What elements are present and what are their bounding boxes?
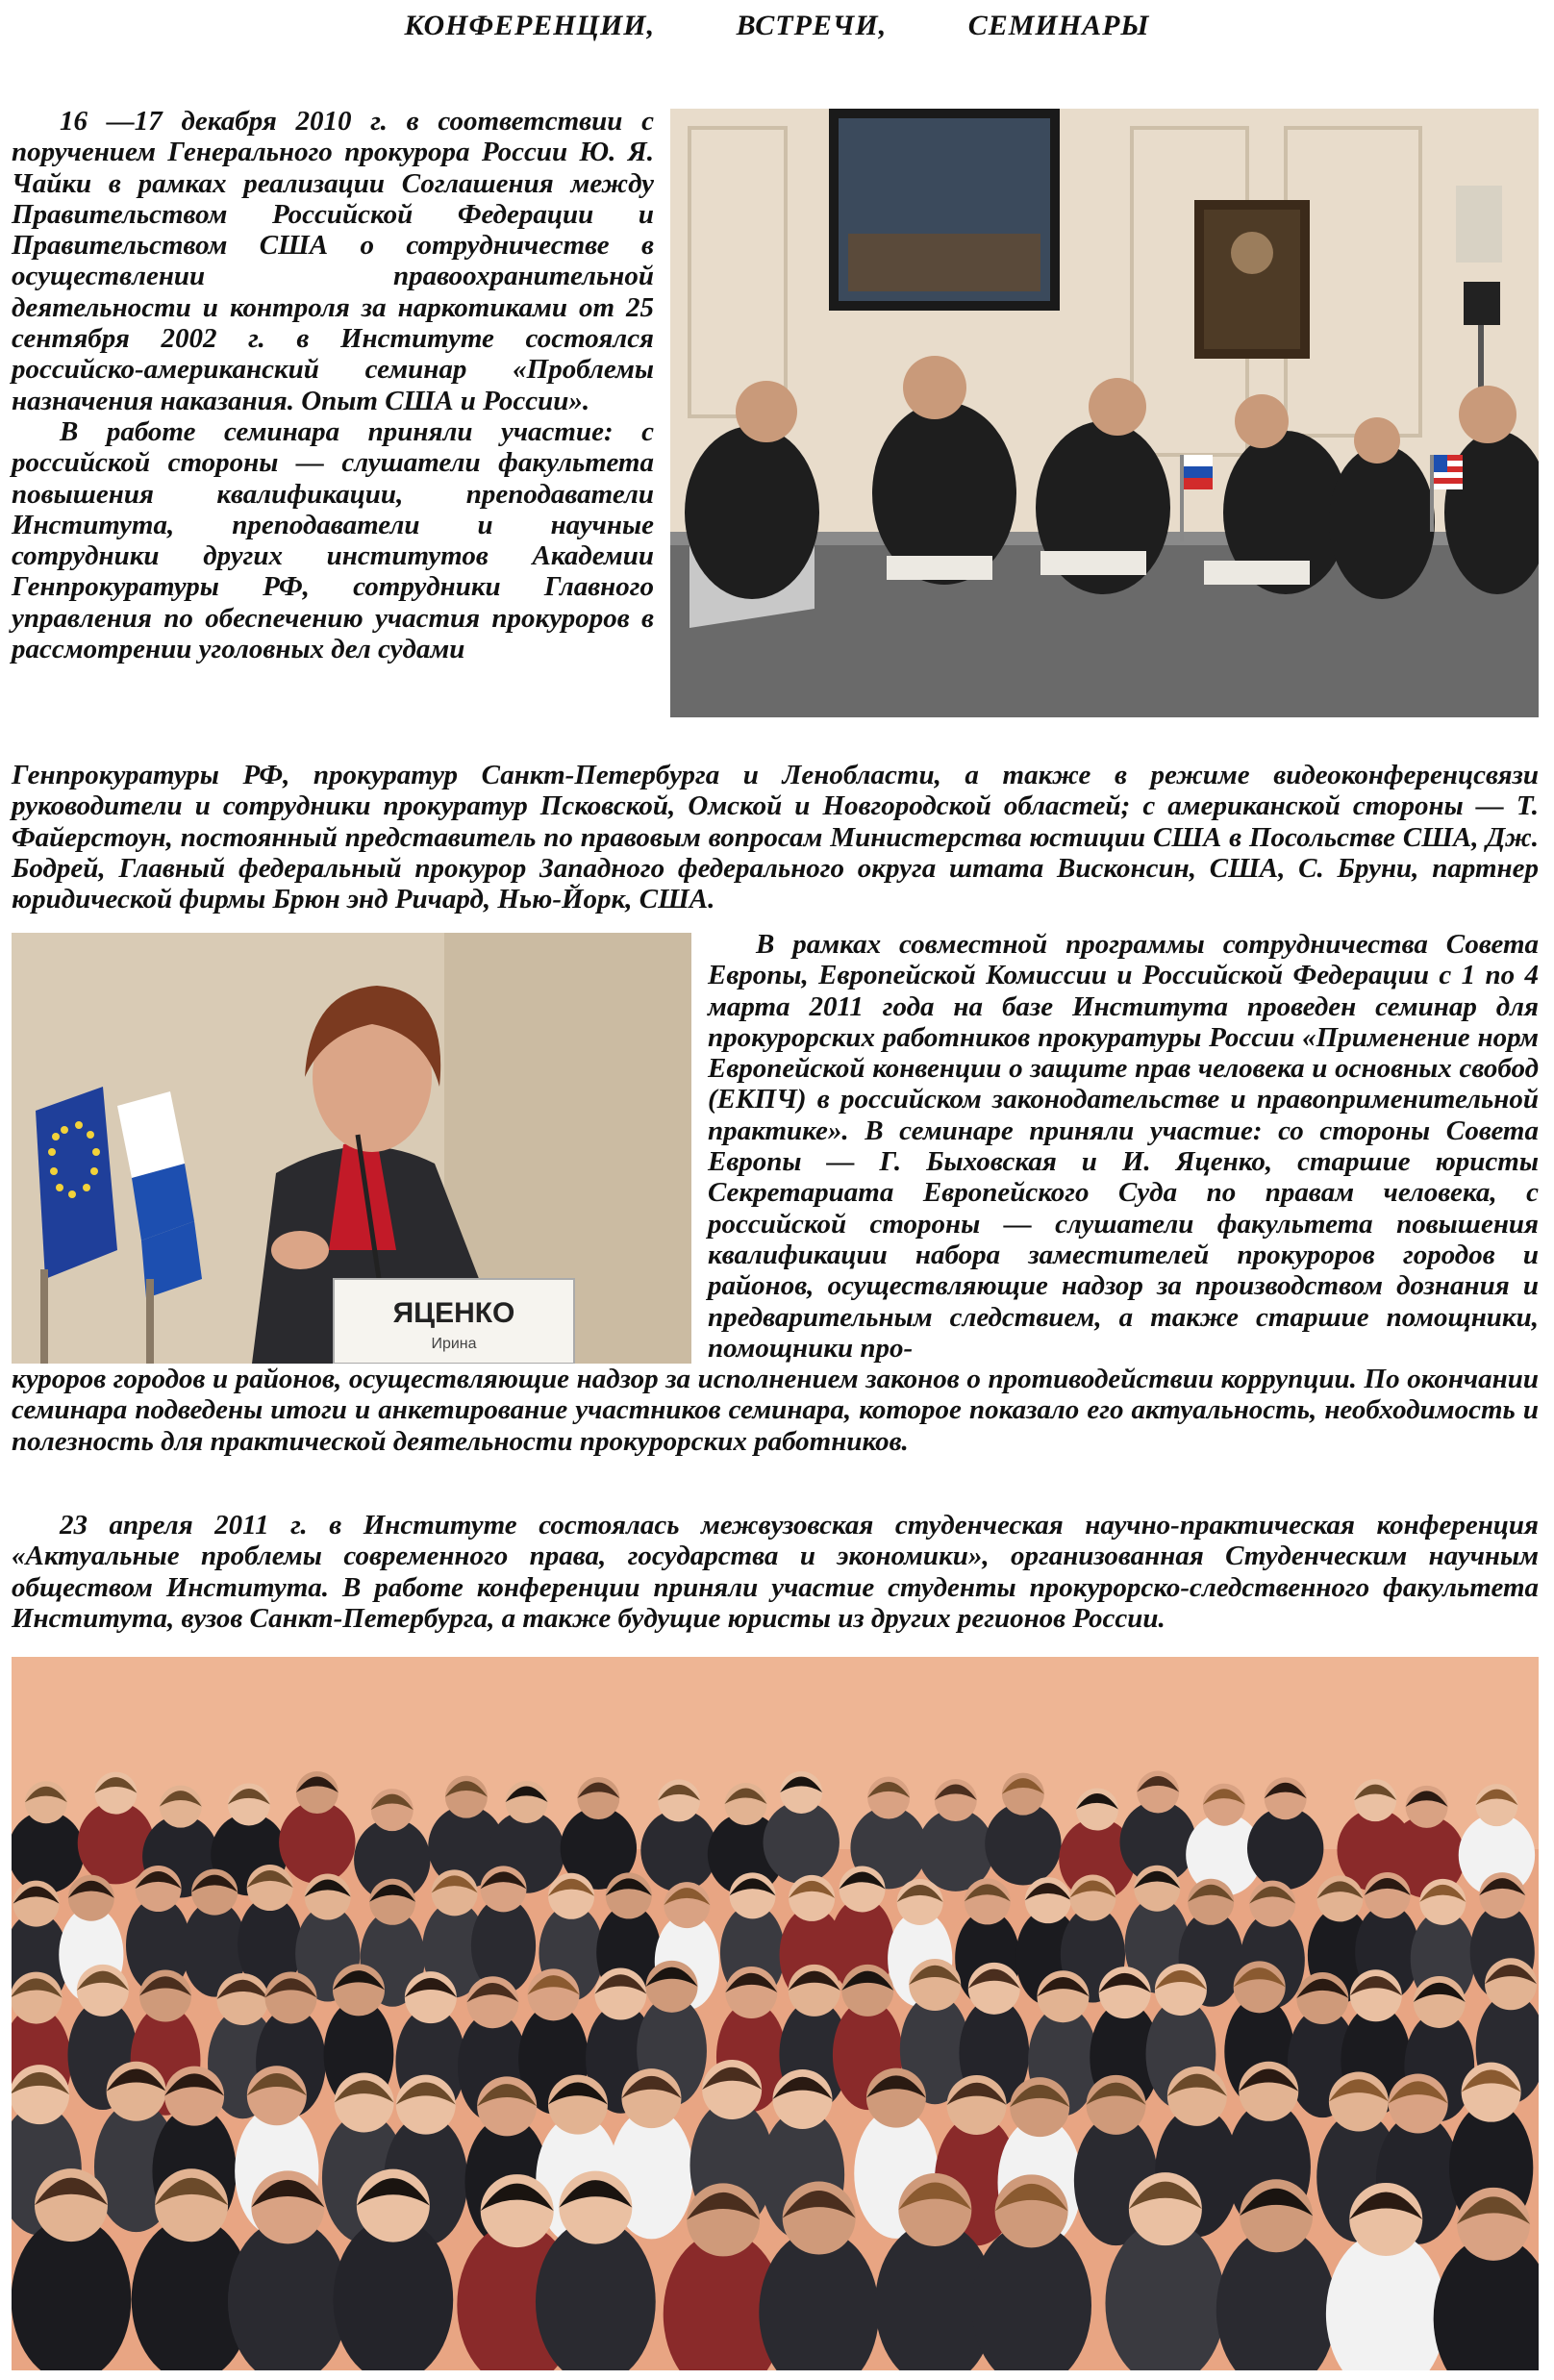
header-item-seminars: СЕМИНАРЫ [967,10,1150,41]
header-item-conferences: КОНФЕРЕНЦИИ, [404,10,656,41]
article3-text [12,1510,1539,1634]
article2-fullwidth-text [12,1364,1539,1457]
article1-paragraph-2-end: Генпрокуратуры РФ, прокуратур Санкт-Петербурга и Ленобласти, а также в режиме видеоконференцсвязи руководители и сотрудники прокуратур Псковской, Омской и Новгородской областей; с американской стороны — Т. Файерстоун, постоянный представитель по правовым вопросам Министерства юстиции США в Посольстве США, Дж. Бодрей, Главный федеральный прокурор Западного федерального округа штата Висконсин, США, С. Бруни, партнер юридической фирмы Брюн энд Ричард, Нью-Йорк, США. [12,760,1539,915]
article1-paragraph-2-start: В работе семинара приняли участие: с российской стороны — слушатели факультета повышения квалификации, преподаватели Института, преподаватели и научные сотрудники других институтов Академии Генпрокуратуры РФ, сотрудники Главного управления по обеспечению участия прокуроров в рассмотрении уголовных дел судами [12,415,654,665]
nameplate-surname: ЯЦЕНКО [392,1297,515,1329]
section-header [0,10,1554,42]
article3-paragraph-1: 23 апреля 2011 г. в Институте состоялась межвузовская студенческая научно-практическая конференция «Актуальные проблемы современного права, государства и экономики», организованная Студенческим научным обществом Института. В работе конференции приняли участие студенты прокурорско-следственного факультета Института, вузов Санкт-Петербурга, а также будущие юристы из других регионов России. [12,1510,1539,1634]
article1-column-text [12,106,654,664]
speaker-yatsenko-photo [12,933,691,1364]
article2-paragraph-1-end: куроров городов и районов, осуществляющие надзор за исполнением законов о противодействии коррупции. По окончании семинара подведены итоги и анкетирование участников семинара, которое показало его актуальность, необходимость и полезность для практической деятельности прокурорских работников. [12,1364,1539,1457]
student-conference-group-photo [12,1657,1539,2370]
seminar-presidium-photo [670,109,1539,717]
article1-fullwidth-text [12,760,1539,914]
nameplate-firstname: Ирина [431,1336,477,1352]
article2-paragraph-1-start: В рамках совместной программы сотрудничества Совета Европы, Европейской Комиссии и Российской Федерации с 1 по 4 марта 2011 года на базе Института проведен семинар для прокурорских работников прокуратуры России «Применение норм Европейской конвенции о защите прав человека и основных свобод (ЕКПЧ) в российском законодательстве и правоприменительной практике». В семинаре приняли участие: со стороны Совета Европы — Г. Быховская и И. Яценко, старшие юристы Секретариата Европейского Суда по правам человека, с российской стороны — слушатели факультета повышения квалификации набора заместителей прокуроров городов и районов, осуществляющие надзор за производством дознания и предварительным следствием, а также старшие помощники, помощники про- [708,929,1539,1364]
article2-column-text [708,929,1539,1364]
article1-paragraph-1: 16 —17 декабря 2010 г. в соответствии с поручением Генерального прокурора России Ю. Я. Чайки в рамках реализации Соглашения между Правительством Российской Федерации и Правительством США о сотрудничестве в осуществлении правоохранительной деятельности и контроля за наркотиками от 25 сентября 2002 г. в Институте состоялся российско-американский семинар «Проблемы назначения наказания. Опыт США и России». [12,106,654,416]
header-item-meetings: ВСТРЕЧИ, [736,10,888,41]
